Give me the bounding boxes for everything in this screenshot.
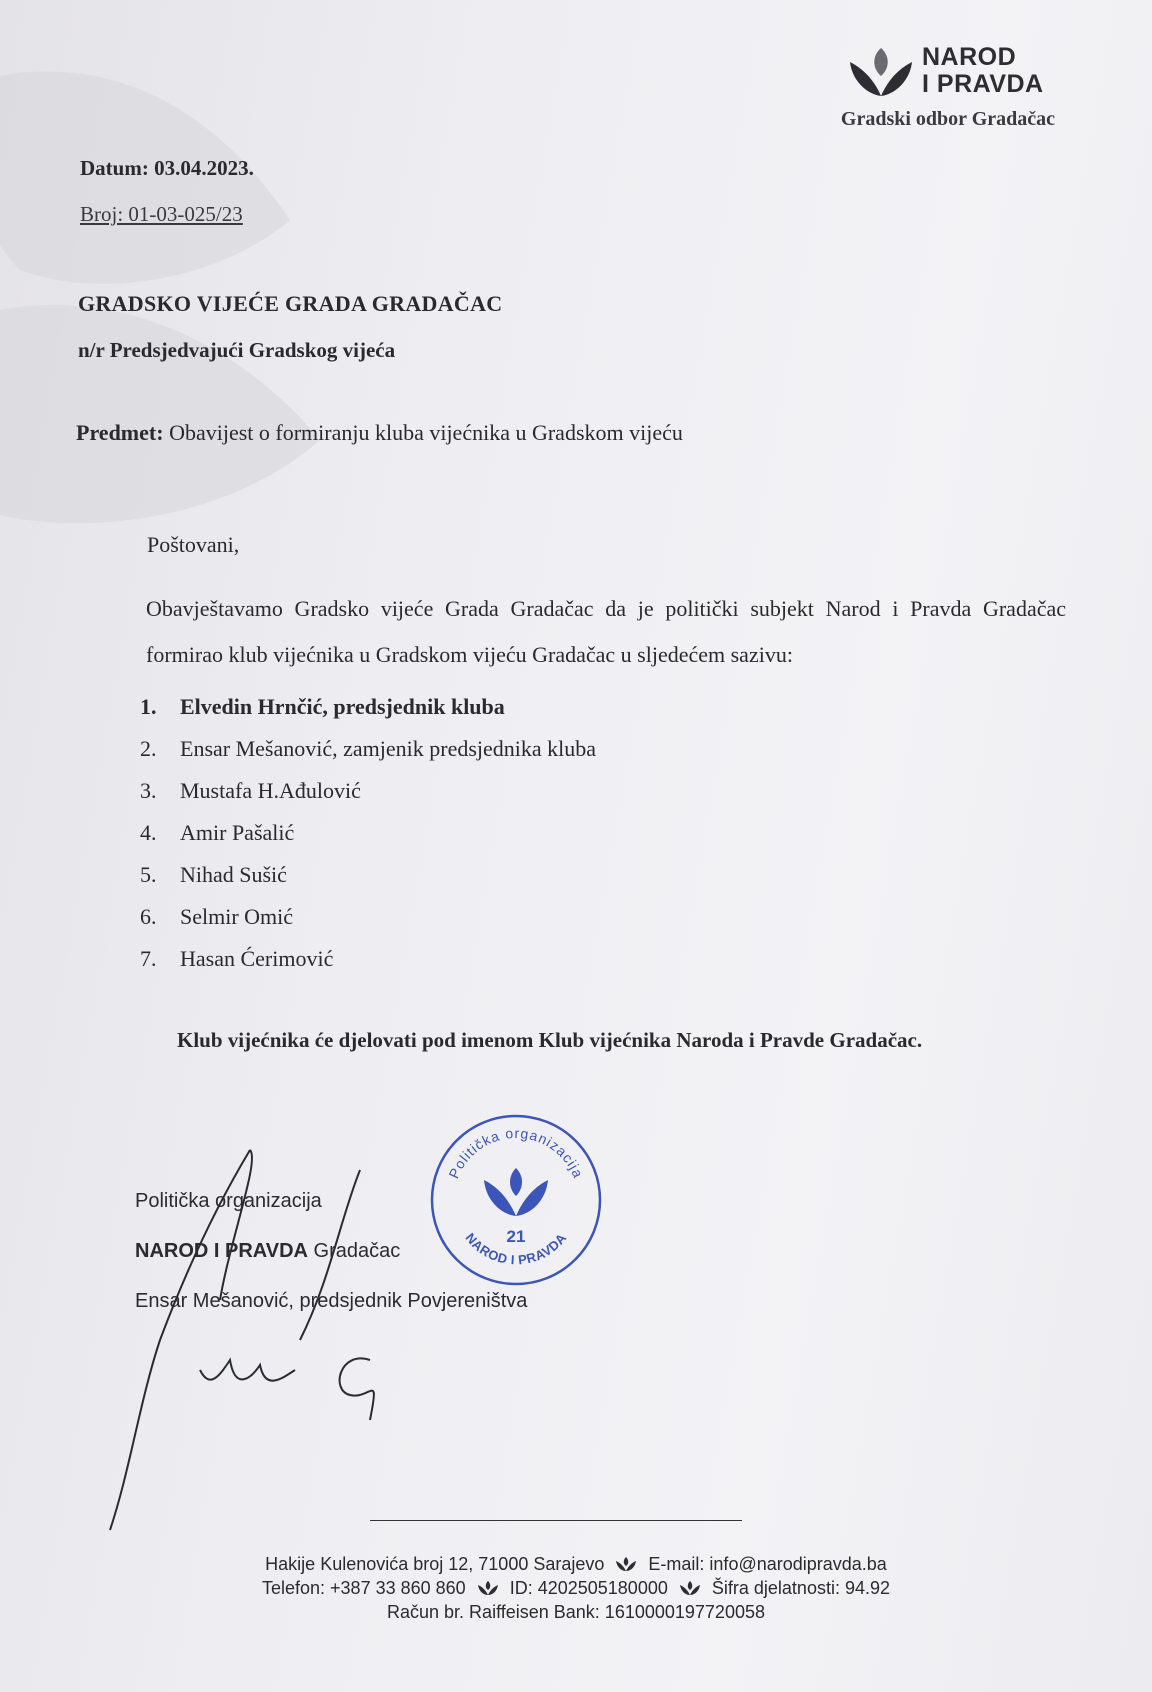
- recipient-attention: n/r Predsjedvajući Gradskog vijeća: [78, 338, 396, 362]
- stamp-number: 21: [506, 1227, 526, 1246]
- list-item: [140, 812, 596, 854]
- signature-party-city: Gradačac: [307, 1240, 401, 1262]
- logo-wordmark: [922, 44, 1044, 98]
- leaf-icon: [615, 1556, 637, 1572]
- stamp-leaf-icon: [484, 1168, 548, 1216]
- list-item-number: 1.: [140, 694, 157, 719]
- logo-line-1: NAROD: [922, 43, 1017, 71]
- list-item-number: 6.: [140, 904, 157, 929]
- list-item-name: Amir Pašalić: [180, 820, 295, 845]
- footer-bank-account: Račun br. Raiffeisen Bank: 1610000197720058: [387, 1602, 765, 1622]
- list-item: [140, 854, 596, 896]
- signature-line-organization: Politička organizacija: [135, 1190, 322, 1212]
- document-date: Datum: 03.04.2023.: [80, 156, 254, 180]
- subject-text: Obavijest o formiranju kluba vijećnika u Gradskom vijeću: [169, 420, 683, 445]
- handwritten-signature: [100, 1120, 440, 1540]
- footer-phone: Telefon: +387 33 860 860: [261, 1578, 466, 1598]
- list-item-number: 2.: [140, 736, 157, 761]
- narod-i-pravda-leaf-icon: [846, 44, 916, 102]
- footer-id: ID: 4202505180000: [509, 1578, 668, 1598]
- list-item-name: Ensar Mešanović, zamjenik predsjednika kluba: [180, 736, 597, 761]
- member-list: [140, 686, 596, 980]
- footer-line-1: [0, 1552, 1152, 1576]
- footer-email: E-mail: info@narodipravda.ba: [648, 1554, 887, 1574]
- list-item: [140, 938, 596, 980]
- club-name-note: Klub vijećnika će djelovati pod imenom Klub vijećnika Naroda i Pravde Gradačac.: [177, 1028, 923, 1052]
- list-item-name: Mustafa H.Ađulović: [180, 778, 361, 803]
- list-item-number: 7.: [140, 946, 157, 971]
- logo-line-2: I PRAVDA: [922, 70, 1044, 98]
- list-item-name: Selmir Omić: [180, 904, 294, 929]
- list-item-number: 3.: [140, 778, 157, 803]
- signature-party-name: NAROD I PRAVDA: [135, 1240, 308, 1262]
- subject-label: Predmet:: [76, 420, 164, 445]
- stamp-bottom-text: NAROD I PRAVDA: [462, 1230, 570, 1268]
- signature-line-signatory: Ensar Mešanović, predsjednik Povjereništva: [135, 1290, 528, 1312]
- list-item: [140, 770, 596, 812]
- leaf-icon: [679, 1580, 701, 1596]
- list-item-name: Nihad Sušić: [180, 862, 287, 887]
- footer-divider: [370, 1520, 742, 1521]
- list-item-number: 4.: [140, 820, 157, 845]
- letterhead-subtitle: Gradski odbor Gradačac: [840, 108, 1055, 130]
- footer-activity-code: Šifra djelatnosti: 94.92: [711, 1578, 891, 1598]
- stamp-top-text: Politička organizacija: [445, 1124, 587, 1181]
- official-stamp: [426, 1110, 606, 1290]
- list-item: [140, 728, 596, 770]
- document-number: Broj: 01-03-025/23: [80, 202, 243, 226]
- list-item-number: 5.: [140, 862, 157, 887]
- footer: [0, 1552, 1152, 1624]
- list-item-name: Hasan Ćerimović: [180, 946, 334, 971]
- list-item-name: Elvedin Hrnčić, predsjednik kluba: [180, 694, 505, 719]
- footer-line-2: [0, 1576, 1152, 1600]
- letter-greeting: Poštovani,: [147, 532, 240, 557]
- recipient-name: GRADSKO VIJEĆE GRADA GRADAČAC: [78, 291, 503, 316]
- letter-paragraph: Obavještavamo Gradsko vijeće Grada Gradačac da je politički subjekt Narod i Pravda Gradačac formirao klub vijećnika u Gradskom vijeću Gradačac u sljedećem sazivu:: [146, 596, 1066, 667]
- leaf-icon: [477, 1580, 499, 1596]
- subject-line: [76, 420, 683, 446]
- list-item: [140, 686, 596, 728]
- list-item: [140, 896, 596, 938]
- footer-address: Hakije Kulenovića broj 12, 71000 Sarajevo: [265, 1554, 605, 1574]
